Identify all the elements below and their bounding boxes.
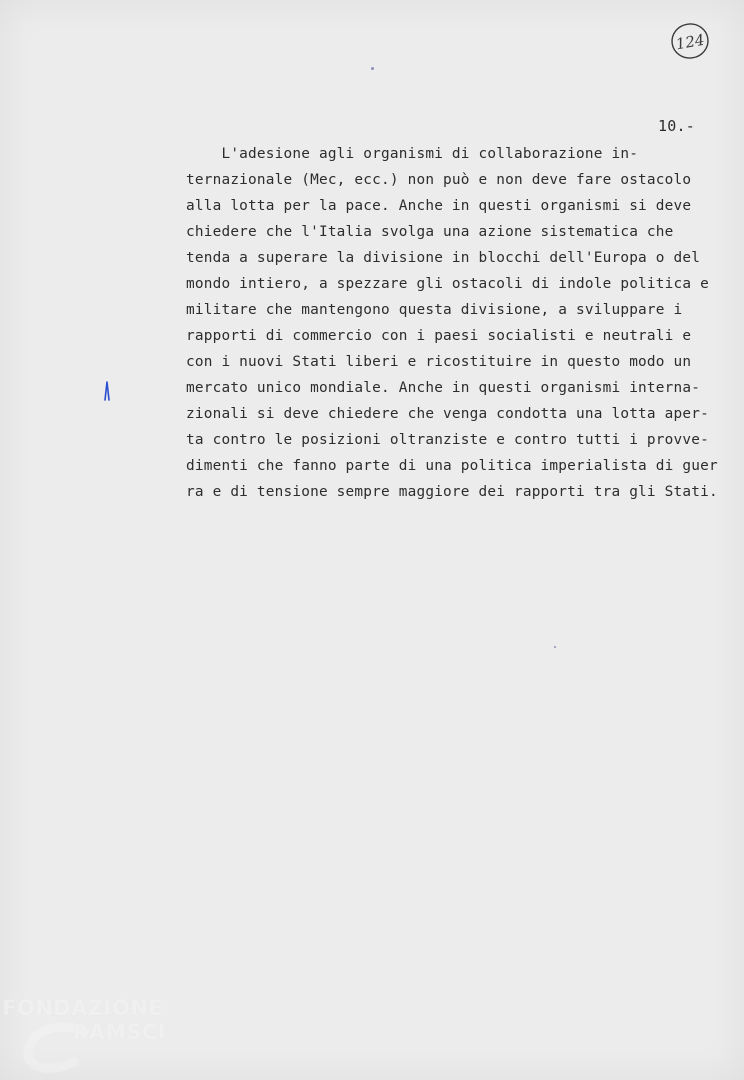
watermark-line2: RAMSCI	[73, 1020, 167, 1044]
text-line: L'adesione agli organismi di collaborazione in-	[186, 146, 639, 162]
text-line: militare che mantengono questa divisione, a sviluppare i	[186, 302, 683, 318]
archive-number-text: 124	[674, 30, 706, 54]
ink-speck	[554, 646, 556, 648]
ink-speck	[371, 67, 374, 70]
text-line: ta contro le posizioni oltranziste e contro tutti i provve-	[186, 432, 709, 448]
text-line: chiedere che l'Italia svolga una azione sistematica che	[186, 224, 674, 240]
text-line: dimenti che fanno parte di una politica imperialista di guer	[186, 458, 718, 474]
text-line: mondo intiero, a spezzare gli ostacoli di indole politica e	[186, 276, 709, 292]
text-line: zionali si deve chiedere che venga condotta una lotta aper-	[186, 406, 709, 422]
text-line: alla lotta per la pace. Anche in questi organismi si deve	[186, 198, 692, 214]
text-line: mercato unico mondiale. Anche in questi organismi interna-	[186, 380, 701, 396]
page-number: 10.-	[658, 117, 695, 135]
fondazione-gramsci-watermark	[0, 990, 210, 1080]
text-line: rapporti di commercio con i paesi socialisti e neutrali e	[186, 328, 692, 344]
text-line: con i nuovi Stati liberi e ricostituire in questo modo un	[186, 354, 692, 370]
text-line: ternazionale (Mec, ecc.) non può e non deve fare ostacolo	[186, 172, 692, 188]
text-line: tenda a superare la divisione in blocchi dell'Europa o del	[186, 250, 701, 266]
typed-paragraph	[186, 141, 726, 505]
archive-number-stamp	[669, 20, 711, 62]
margin-mark-icon	[103, 381, 111, 401]
text-line: ra e di tensione sempre maggiore dei rapporti tra gli Stati.	[186, 484, 718, 500]
watermark-line1: FONDAZIONE	[2, 996, 164, 1020]
